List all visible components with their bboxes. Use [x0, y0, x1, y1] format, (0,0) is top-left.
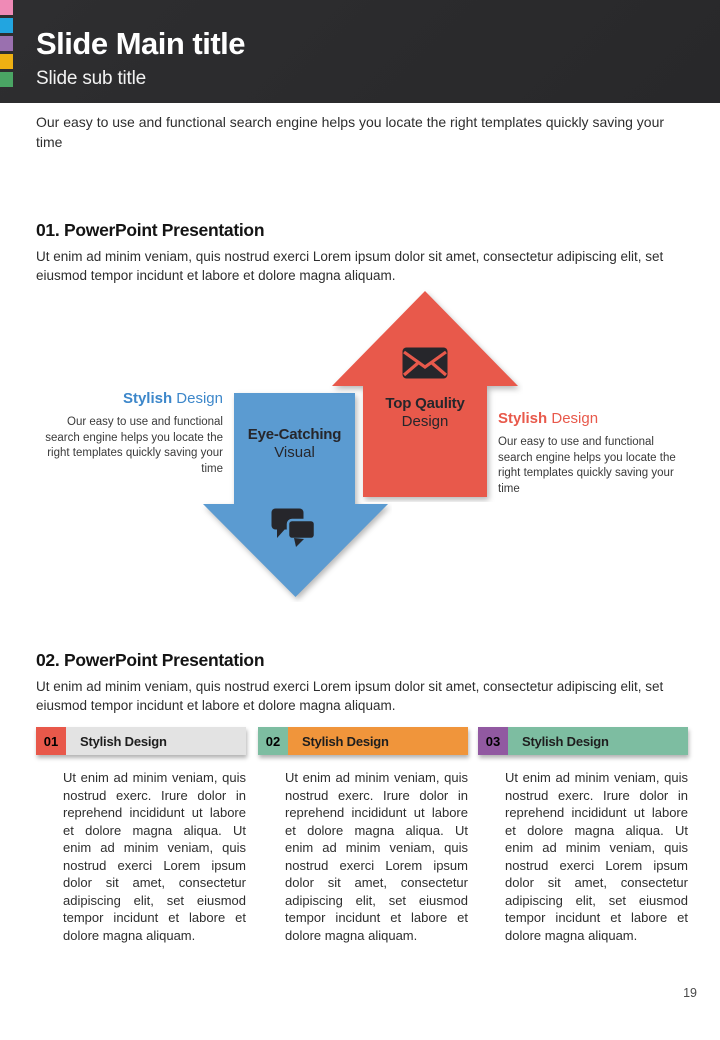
column-02-body: Ut enim ad minim veniam, quis nostrud exerc. Irure dolor in reprehend incididunt ut labore et dolore magna aliqua. Ut enim ad minim veniam, quis nostrud exerci Lorem ipsum dolor sit amet, consectetur adipiscing elit, set eiusmod tempor incidunt et labore et dolore magna aliquam.: [285, 770, 468, 943]
up-arrow-subtitle: Design: [401, 413, 449, 430]
section-01-heading: 01. PowerPoint Presentation: [36, 220, 265, 240]
chat-bubbles-icon: [271, 508, 319, 548]
right-block-body: Our easy to use and functional search engine helps you locate the right templates quickly saving your time: [498, 436, 676, 495]
up-arrow-label: [363, 395, 487, 431]
column-03-number-badge: 03: [478, 727, 508, 755]
section-01-body: Ut enim ad minim veniam, quis nostrud exerci Lorem ipsum dolor sit amet, consectetur adipiscing elit, set eiusmod tempor incidunt et labore et dolore magna aliquam.: [36, 249, 664, 283]
right-block-title-light: Design: [551, 410, 599, 427]
column-02-number-badge: 02: [258, 727, 288, 755]
column-01-body: Ut enim ad minim veniam, quis nostrud exerc. Irure dolor in reprehend incididunt ut labore et dolore magna aliqua. Ut enim ad minim veniam, quis nostrud exerci Lorem ipsum dolor sit amet, consectetur adipiscing elit, set eiusmod tempor incidunt et labore et dolore magna aliquam.: [63, 770, 246, 943]
left-block-title: [40, 390, 223, 407]
accent-square-green: [0, 72, 13, 87]
envelope-icon: [402, 347, 448, 379]
column-header-bar-03: [478, 727, 688, 755]
diagram-left-block: [40, 390, 223, 477]
accent-squares-strip: [0, 0, 13, 90]
slide-main-title: Slide Main title: [36, 26, 246, 61]
diagram-right-block: [498, 410, 686, 497]
intro-text: Our easy to use and functional search engine helps you locate the right templates quickly saving your time: [36, 114, 665, 150]
accent-square-pink: [0, 0, 13, 15]
column-01-number-badge: 01: [36, 727, 66, 755]
left-block-title-light: Design: [176, 390, 223, 407]
down-arrow-subtitle: Visual: [274, 444, 315, 461]
column-02-title: Stylish Design: [302, 733, 389, 749]
accent-square-gold: [0, 54, 13, 69]
right-block-title-bold: Stylish: [498, 410, 548, 427]
chat-bubble-front: [288, 520, 315, 539]
column-03-title: Stylish Design: [522, 733, 609, 749]
section-02-body: Ut enim ad minim veniam, quis nostrud exerci Lorem ipsum dolor sit amet, consectetur adipiscing elit, set eiusmod tempor incidunt et labore et dolore magna aliquam.: [36, 679, 664, 713]
left-block-body: Our easy to use and functional search engine helps you locate the right templates quickly saving your time: [45, 416, 223, 475]
column-01-title: Stylish Design: [80, 733, 167, 749]
column-header-bar-02: [258, 727, 468, 755]
slide-header: [0, 0, 720, 103]
down-arrow-label: [234, 426, 355, 462]
page-number: 19: [683, 986, 697, 1000]
column-03-body: Ut enim ad minim veniam, quis nostrud exerc. Irure dolor in reprehend incididunt ut labore et dolore magna aliqua. Ut enim ad minim veniam, quis nostrud exerci Lorem ipsum dolor sit amet, consectetur adipiscing elit, set eiusmod tempor incidunt et labore et dolore magna aliquam.: [505, 770, 688, 943]
accent-square-purple: [0, 36, 13, 51]
up-arrow-shape: [327, 286, 523, 502]
envelope-body: [403, 348, 448, 379]
chat-bubble-back-tail: [277, 528, 286, 538]
chat-bubble-front-tail: [294, 538, 304, 547]
column-header-bar-01: [36, 727, 246, 755]
up-arrow-polygon: [332, 291, 518, 497]
right-block-title: [498, 410, 686, 427]
accent-square-blue: [0, 18, 13, 33]
left-block-title-bold: Stylish: [122, 390, 173, 407]
up-arrow-title: Top Qaulity: [385, 395, 465, 412]
slide-sub-title: Slide sub title: [36, 68, 147, 89]
section-02-heading: 02. PowerPoint Presentation: [36, 650, 265, 670]
down-arrow-title: Eye-Catching: [247, 426, 342, 443]
